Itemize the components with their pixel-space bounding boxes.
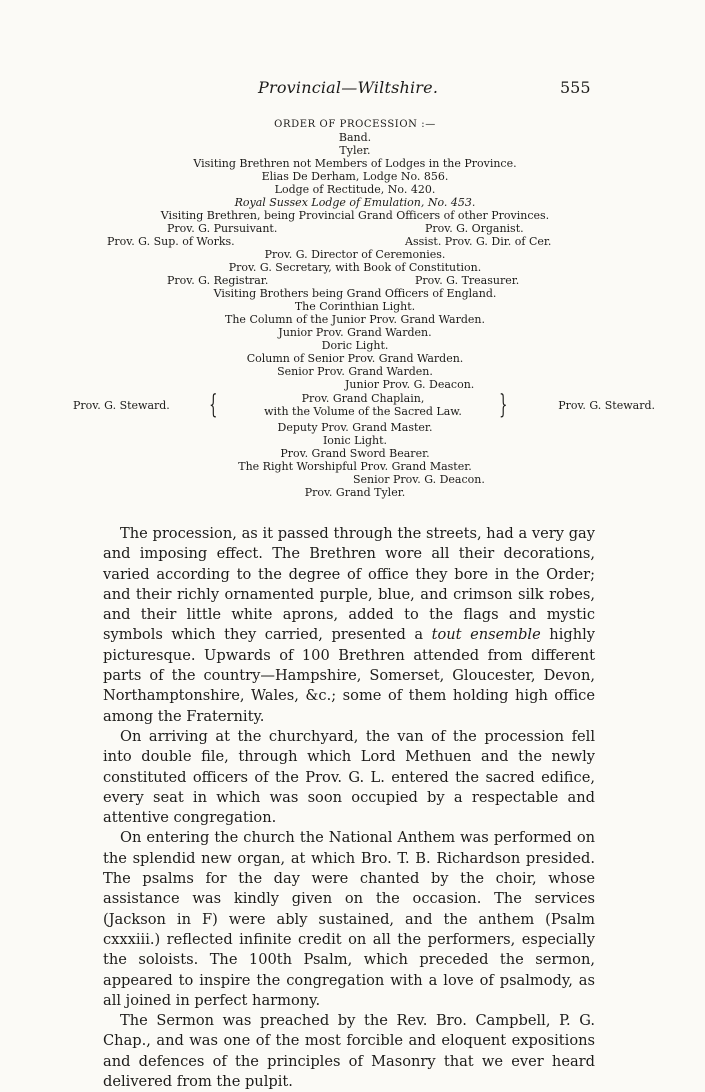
brace-right: } [499,390,508,420]
chaplain-group [73,390,655,420]
paragraph: The Sermon was preached by the Rev. Bro. Campbell, P. G. Chap., and was one of the most forcible and eloquent expositions and defences of the principles of Masonry that we ever heard delivered from the pulpit. [103,1012,595,1091]
procession-line: Elias De Derham, Lodge No. 856. [261,170,449,183]
paragraph-text: The procession, as it passed through the streets, had a very gay and imposing effect. The Brethren wore all their decorations, varied according to the degree of office they bore in the Order; and their richly ornamented purple, blue, and crimson silk robes, and their little white aprons, added to the flags and mystic symbols which they carried, presented a [103,525,595,644]
pair-right: Prov. G. Treasurer. [415,274,520,287]
procession-line: Senior Prov. Grand Warden. [277,365,433,378]
procession-line: Prov. G. Director of Ceremonies. [264,248,446,261]
procession-line: The Column of the Junior Prov. Grand Warden. [225,313,485,326]
pair-left: Prov. G. Sup. of Works. [107,235,235,248]
procession-line: Lodge of Rectitude, No. 420. [274,183,436,196]
brace-left: { [209,390,218,420]
procession-line: The Right Worshipful Prov. Grand Master. [238,460,472,473]
procession-line: Tyler. [339,144,371,157]
procession-line [95,473,615,486]
procession-line: Band. [338,131,372,144]
pair-left: Prov. G. Registrar. [167,274,269,287]
procession-heading: ORDER OF PROCESSION :— [274,119,436,130]
order-of-procession [73,118,655,499]
procession-line: Prov. Grand Tyler. [304,486,406,499]
paragraph [103,524,595,727]
pair-right: Assist. Prov. G. Dir. of Cer. [405,235,552,248]
procession-line: Visiting Brothers being Grand Officers of England. [213,287,497,300]
pair-right: Prov. G. Organist. [425,222,524,235]
article-body [103,524,595,1092]
procession-line: Junior Prov. Grand Warden. [278,326,432,339]
procession-line: Prov. G. Secretary, with Book of Constitution. [228,261,482,274]
chaplain-block [233,392,493,418]
paragraph: On entering the church the National Anthem was performed on the splendid new organ, at which Bro. T. B. Richardson presided. The psalms for the day were chanted by the choir, whose assistance was kindly given on the occasion. The services (Jackson in F) were ably sustained, and the anthem (Psalm cxxxiii.) reflected infinite credit on all the performers, especially the soloists. The 100th Psalm, which preceded the sermon, appeared to inspire the congregation with a love of psalmody, as all joined in perfect harmony. [103,829,595,1009]
pair-left: Prov. G. Pursuivant. [167,222,278,235]
paragraph-italic: tout ensemble [431,626,541,644]
procession-line: Ionic Light. [322,434,388,447]
steward-left: Prov. G. Steward. [73,399,170,412]
procession-line: Royal Sussex Lodge of Emulation, No. 453. [234,196,476,209]
procession-line [95,378,615,391]
header-title: Provincial—Wiltshire. [258,78,439,97]
page-number: 555 [560,78,591,97]
procession-line: Visiting Brethren not Members of Lodges in the Province. [193,157,517,170]
running-header [0,78,705,100]
senior-deacon: Senior Prov. G. Deacon. [353,473,485,486]
procession-line: Visiting Brethren, being Provincial Grand Officers of other Provinces. [160,209,550,222]
procession-line: Doric Light. [321,339,389,352]
procession-line: Prov. Grand Sword Bearer. [280,447,430,460]
procession-line: Column of Senior Prov. Grand Warden. [246,352,464,365]
procession-pair [95,222,615,235]
chaplain-line: Prov. Grand Chaplain, [301,392,425,405]
paragraph-text: highly picturesque. Upwards of 100 Brethren attended from different parts of the country—Hampshire, Somerset, Gloucester, Devon, Northamptonshire, Wales, &c.; some of them holding high office among the Fraternity. [103,626,596,725]
procession-line: Deputy Prov. Grand Master. [277,421,433,434]
junior-deacon: Junior Prov. G. Deacon. [345,378,475,391]
steward-right: Prov. G. Steward. [558,399,655,412]
paragraph: On arriving at the churchyard, the van of the procession fell into double file, through which Lord Methuen and the newly constituted officers of the Prov. G. L. entered the sacred edifice, every seat in which was soon occupied by a respectable and attentive congregation. [103,727,595,827]
chaplain-line: with the Volume of the Sacred Law. [264,405,462,418]
procession-line: The Corinthian Light. [294,300,416,313]
procession-pair [95,235,615,248]
procession-pair [95,274,615,287]
